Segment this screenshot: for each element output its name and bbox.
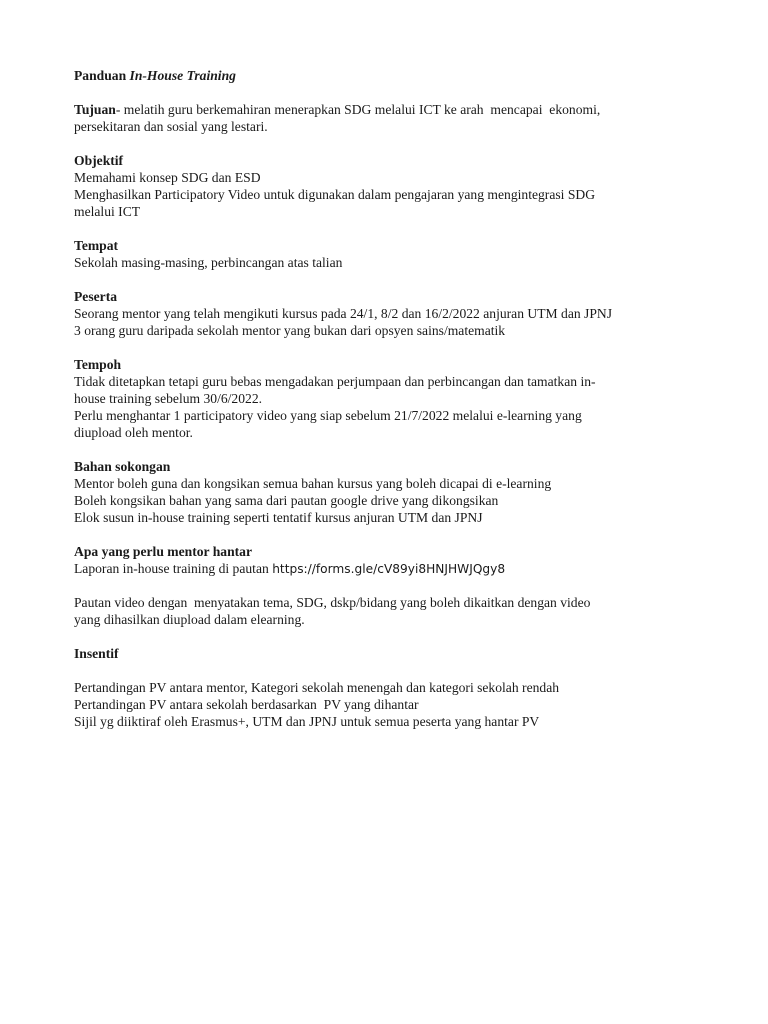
peserta-line: Seorang mentor yang telah mengikuti kursus pada 24/1, 8/2 dan 16/2/2022 anjuran UTM dan JPNJ (74, 306, 613, 321)
document-heading (74, 67, 714, 84)
spacer (74, 628, 714, 645)
spacer (74, 220, 714, 237)
spacer (74, 339, 714, 356)
peserta-title: Peserta (74, 289, 118, 304)
spacer (74, 662, 714, 679)
report-form-link[interactable]: https://forms.gle/cV89yi8HNJHWJQgy8 (272, 562, 506, 576)
tujuan-text-1: - melatih guru berkemahiran menerapkan SDG melalui ICT ke arah mencapai ekonomi, (115, 102, 601, 117)
hantar-report-text: Laporan in-house training di pautan (74, 561, 273, 576)
objektif-line: Menghasilkan Participatory Video untuk digunakan dalam pengajaran yang mengintegrasi SDG (74, 187, 596, 202)
tempoh-title: Tempoh (74, 357, 122, 372)
tempoh-line: diupload oleh mentor. (74, 425, 193, 440)
tempoh-line: Tidak ditetapkan tetapi guru bebas mengadakan perjumpaan dan perbincangan dan tamatkan in- (74, 374, 596, 389)
bahan-title: Bahan sokongan (74, 459, 171, 474)
bahan-line: Mentor boleh guna dan kongsikan semua bahan kursus yang boleh dicapai di e-learning (74, 476, 552, 491)
objektif-line: Memahami konsep SDG dan ESD (74, 170, 261, 185)
spacer (74, 441, 714, 458)
hantar-video-line: yang dihasilkan diupload dalam elearning. (74, 612, 305, 627)
hantar-report-line (74, 560, 714, 577)
heading-prefix: Panduan (74, 68, 130, 83)
document-body (74, 67, 714, 730)
tujuan-label: Tujuan (74, 102, 116, 117)
spacer (74, 84, 714, 101)
spacer (74, 577, 714, 594)
spacer (74, 271, 714, 288)
insentif-title: Insentif (74, 646, 119, 661)
peserta-line: 3 orang guru daripada sekolah mentor yang bukan dari opsyen sains/matematik (74, 323, 506, 338)
bahan-line: Boleh kongsikan bahan yang sama dari pautan google drive yang dikongsikan (74, 493, 499, 508)
objektif-title: Objektif (74, 153, 124, 168)
hantar-video-line: Pautan video dengan menyatakan tema, SDG, dskp/bidang yang boleh dikaitkan dengan video (74, 595, 591, 610)
insentif-line: Pertandingan PV antara mentor, Kategori sekolah menengah dan kategori sekolah rendah (74, 680, 560, 695)
objektif-line: melalui ICT (74, 204, 141, 219)
spacer (74, 135, 714, 152)
insentif-line: Sijil yg diiktiraf oleh Erasmus+, UTM dan JPNJ untuk semua peserta yang hantar PV (74, 714, 540, 729)
bahan-line: Elok susun in-house training seperti tentatif kursus anjuran UTM dan JPNJ (74, 510, 483, 525)
tempoh-line: house training sebelum 30/6/2022. (74, 391, 263, 406)
insentif-line: Pertandingan PV antara sekolah berdasarkan PV yang dihantar (74, 697, 419, 712)
tempat-title: Tempat (74, 238, 119, 253)
hantar-title: Apa yang perlu mentor hantar (74, 544, 252, 559)
heading-italic: In-House Training (129, 68, 236, 83)
tujuan-line-2: persekitaran dan sosial yang lestari. (74, 119, 268, 134)
tempat-line: Sekolah masing-masing, perbincangan atas talian (74, 255, 343, 270)
spacer (74, 526, 714, 543)
tujuan-line-1 (74, 101, 714, 118)
tempoh-line: Perlu menghantar 1 participatory video yang siap sebelum 21/7/2022 melalui e-learning yang (74, 408, 582, 423)
